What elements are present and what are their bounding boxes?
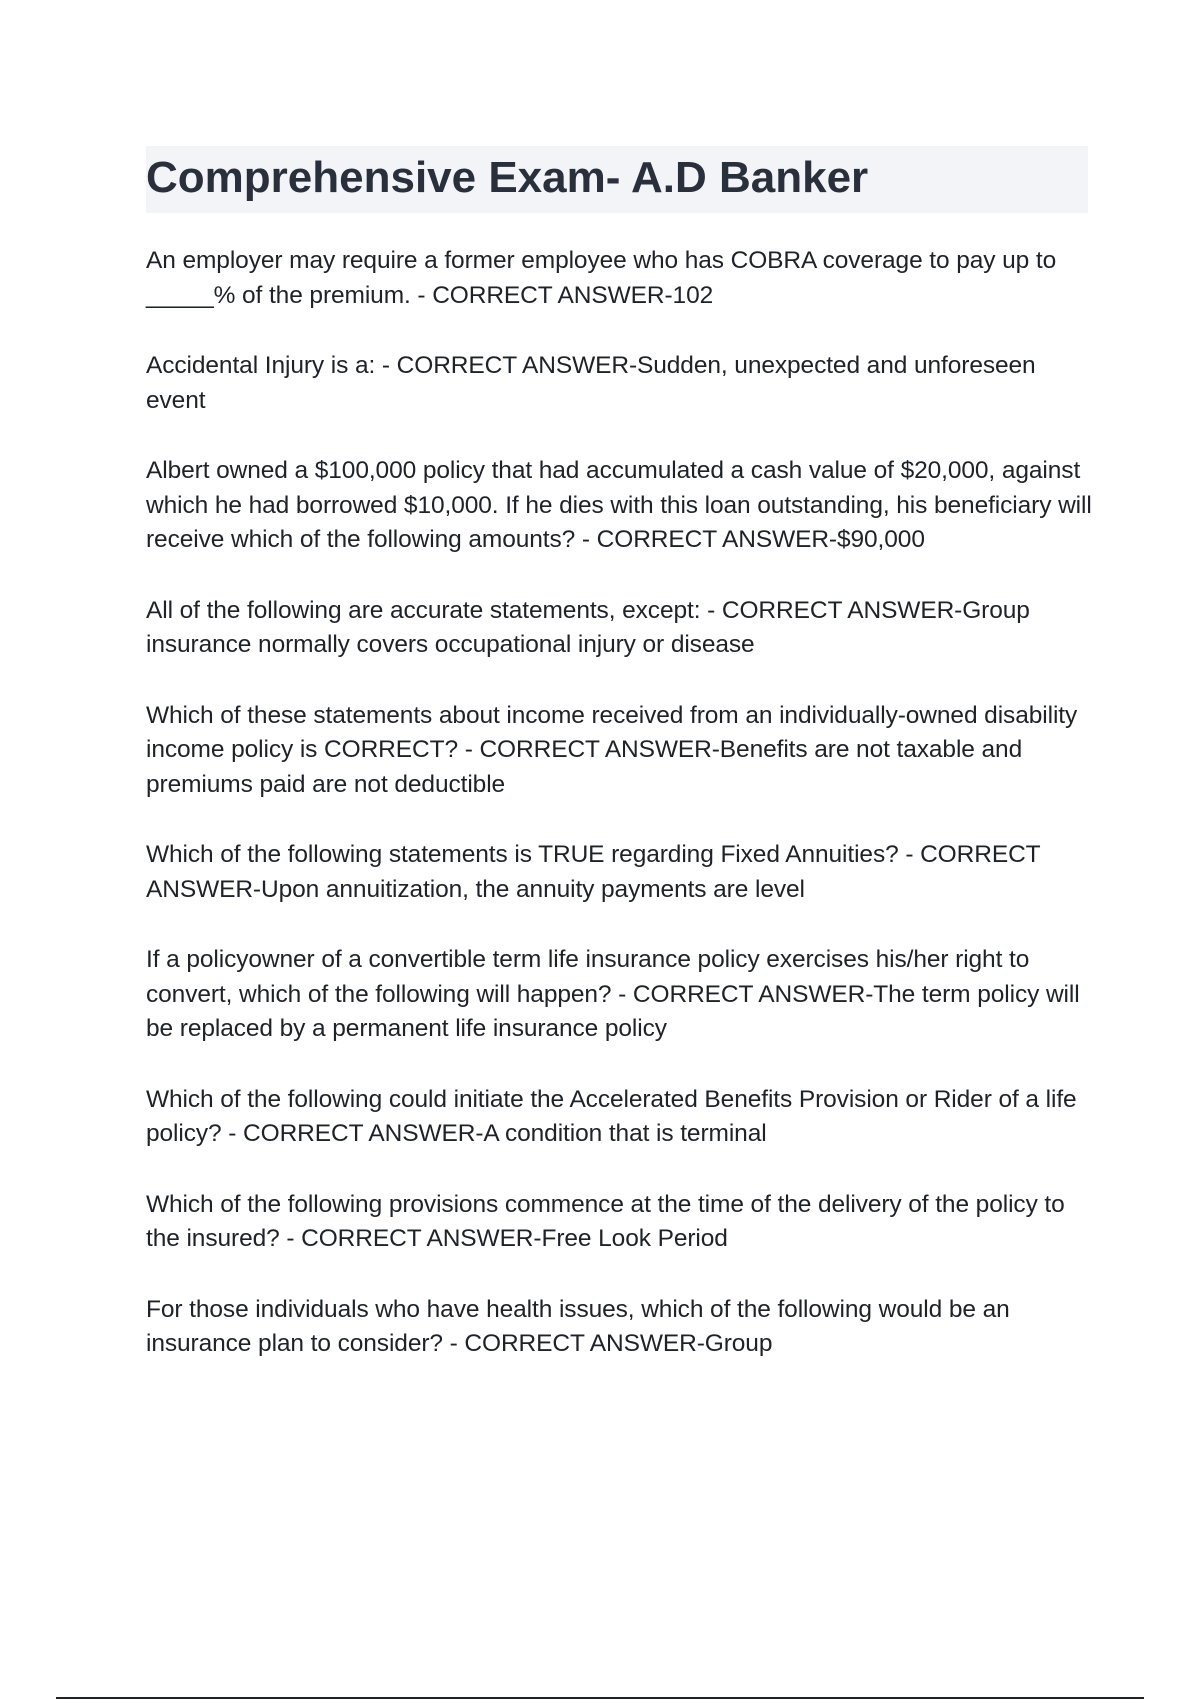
qa-list (146, 244, 1096, 1398)
qa-item: All of the following are accurate statements, except: - CORRECT ANSWER-Group insurance normally covers occupational injury or disease (146, 596, 1030, 658)
title-banner (146, 146, 1088, 213)
qa-item: An employer may require a former employee who has COBRA coverage to pay up to _____% of the premium. - CORRECT ANSWER-102 (146, 247, 1057, 309)
qa-item: If a policyowner of a convertible term life insurance policy exercises his/her right to convert, which of the following will happen? - CORRECT ANSWER-The term policy will be replaced by a permanent life insurance policy (146, 946, 1080, 1042)
qa-item: Which of the following provisions commence at the time of the delivery of the policy to the insured? - CORRECT ANSWER-Free Look Period (146, 1190, 1065, 1252)
qa-item: Which of the following statements is TRUE regarding Fixed Annuities? - CORRECT ANSWER-Upon annuitization, the annuity payments are level (146, 841, 1041, 903)
qa-item: Which of these statements about income received from an individually-owned disability income policy is CORRECT? - CORRECT ANSWER-Benefits are not taxable and premiums paid are not deductible (146, 701, 1078, 798)
qa-item: Accidental Injury is a: - CORRECT ANSWER-Sudden, unexpected and unforeseen event (146, 352, 1036, 414)
qa-item: Albert owned a $100,000 policy that had accumulated a cash value of $20,000, against which he had borrowed $10,000. If he dies with this loan outstanding, his beneficiary will receive which of the following amounts? - CORRECT ANSWER-$90,000 (146, 457, 1092, 553)
qa-item: Which of the following could initiate the Accelerated Benefits Provision or Rider of a life policy? - CORRECT ANSWER-A condition that is terminal (146, 1085, 1077, 1147)
qa-item: For those individuals who have health issues, which of the following would be an insurance plan to consider? - CORRECT ANSWER-Group (146, 1295, 1010, 1357)
footer-divider (56, 1697, 1144, 1699)
page-title: Comprehensive Exam- A.D Banker (146, 153, 869, 202)
